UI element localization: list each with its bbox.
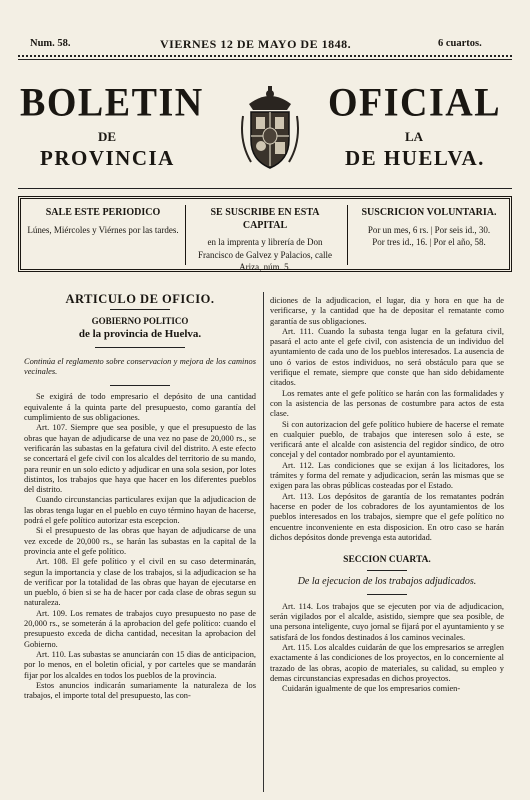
subscription-prices-heading: SUSCRICION VOLUNTARIA. (361, 207, 497, 218)
royal-coat-of-arms-icon (237, 86, 303, 172)
section-heading: SECCION CUARTA. (343, 555, 431, 566)
article-paragraph: Art. 108. El gefe político y el civil en su caso determinarán, segun la importancia y clase de los trabajos, si la adjudicacion se ha de verificar por la totalidad de las obras que hayan de ejecutarse en un pueblo, ó bien si se ha de hacer por cada clase de obras segun su naturaleza. (24, 557, 256, 608)
masthead-divider (18, 188, 512, 189)
short-rule (367, 570, 407, 571)
article-paragraph: Art. 115. Los alcaldes cuidarán de que los empresarios se arreglen exactamente á las condiciones de los proyectos, en lo concerniente al trazado de las obras, acopio de materiales, su calidad, su empleo y demas circunstancias expresadas en dichos proyectos. (270, 642, 504, 683)
subscription-location-heading: SE SUSCRIBE EN ESTA CAPITAL (210, 207, 320, 231)
title-la: LA (405, 129, 424, 144)
title-de: DE (98, 129, 117, 144)
article-paragraph: Art. 113. Los depósitos de garantía de los rematantes podrán hacerse en poder de los cobradores de los ayuntamientos de los pueblos interesados en los trabajos, siempre que el gefe político no encuentre inconveniente en esta disposicion. En otro caso se harán dichos depósitos donde prevenga esta autoridad. (270, 491, 504, 542)
short-rule (95, 347, 185, 348)
publication-days (27, 207, 179, 236)
publication-days-text: Lúnes, Miércoles y Viérnes por las tardes. (27, 224, 179, 235)
subscription-location-text: en la imprenta y librería de Don Francisco de Galvez y Palacios, calle Ariza, núm. 5. (198, 237, 332, 272)
title-provincia: PROVINCIA (40, 146, 175, 170)
article-paragraph: Los remates ante el gefe político se harán con las formalidades y con la asistencia de las personas de costumbre para actos de esta clase. (270, 388, 504, 419)
issue-price: 6 cuartos. (438, 38, 482, 49)
short-rule (110, 385, 170, 386)
article-paragraph: Art. 110. Las subastas se anunciarán con 15 dias de anticipacion, por lo menos, en el boletin oficial, y por carteles que se mandarán fijar por los alcaldes en todos los pueblos de la provincia. (24, 649, 256, 680)
issue-number: Num. 58. (30, 38, 71, 49)
title-de-huelva: DE HUELVA. (345, 146, 485, 170)
top-divider (18, 55, 512, 57)
short-rule (110, 309, 170, 310)
price-line: Por tres id., 16. | Por el año, 58. (372, 237, 486, 247)
section-title: ARTICULO DE OFICIO. (65, 292, 215, 306)
subscription-box (18, 196, 512, 272)
article-paragraph: Art. 107. Siempre que sea posible, y que el presupuesto de las obras que hayan de adjudicarse de una vez no pase de 20,000 rs., se verificarán las subastas en la gefatura civil del distrito. A este efecto se concertará el gefe civil con los alcaldes del territorio de su mando, para reunir en un solo edicto y adjudicar en una sola sesion, por lotes distintos, los trabajos que haya que hacer en los diferentes pueblos del distrito. (24, 423, 256, 495)
box-separator (185, 205, 186, 265)
article-paragraph: Cuidarán igualmente de que los empresarios comien- (282, 684, 461, 694)
article-paragraph: Art. 112. Las condiciones que se exijan á los licitadores, los trámites y forma del remate y adjudicacion, serán las mismas que se exigen para las obras públicas costeadas por el Estado. (270, 460, 504, 491)
article-paragraph: Si con autorizacion del gefe político hubiere de hacerse el remate en cualquier pueblo, de trabajos que interesen solo á este, se verificará ante el alcalde con asistencia del regidor síndico, de otro concejal y del contador nombrado por el ayuntamiento. (270, 419, 504, 460)
article-paragraph: Art. 114. Los trabajos que se ejecuten por via de adjudicacion, serán vigilados por el alcalde, asistido, siempre que sea posible, de una persona inteligente, cuyo jornal se fijará por el ayuntamiento y se satisfará de los fondos destinados á los caminos vecinales. (270, 601, 504, 642)
intro-text: Continúa el reglamento sobre conservacion y mejora de los caminos vecinales. (24, 356, 256, 377)
subsection-heading: De la ejecucion de los trabajos adjudicados. (297, 576, 477, 588)
subscription-prices (351, 207, 507, 249)
left-column (24, 294, 256, 701)
column-divider (263, 292, 264, 792)
box-separator (347, 205, 348, 265)
right-column (270, 296, 504, 694)
article-paragraph: Art. 109. Los remates de trabajos cuyo presupuesto no pase de 20,000 rs., se someterán á la aprobacion del gefe político: cuando el presupuesto exceda de dicha cantidad, necesitan la aprobacion del Gobierno. (24, 608, 256, 649)
article-paragraph: Estos anuncios indicarán sumariamente la naturaleza de los trabajos, el importe total del presupuesto, las con- (24, 680, 256, 701)
article-paragraph: Si el presupuesto de las obras que hayan de adjudicarse de una vez excede de 20,000 rs., se harán las subastas en la capital de la provincia ante el gefe político. (24, 526, 256, 556)
issue-date: VIERNES 12 DE MAYO DE 1848. (160, 37, 352, 51)
article-paragraph: Art. 111. Cuando la subasta tenga lugar en la gefatura civil, pasará el acto ante el gefe civil, con asistencia de un individuo del ayuntamiento de cada uno de los pueblos interesados. La ausencia de uno ó varios de estos individuos, no será obstáculo para que se verifique el remate, siempre que conste que han sido debidamente citados. (270, 326, 504, 388)
top-divider-thin (18, 59, 512, 60)
article-paragraph: Cuando circunstancias particulares exijan que la adjudicacion de las obras tenga lugar en el pueblo en cuyo término hayan de hacerse, podrá el gefe político autorizar esta escepcion. (24, 495, 256, 526)
price-line: Por un mes, 6 rs. | Por seis id., 30. (367, 224, 491, 235)
title-boletin: BOLETIN (20, 80, 204, 126)
short-rule (367, 594, 407, 595)
publication-days-heading: SALE ESTE PERIODICO (45, 207, 161, 218)
subscription-location (189, 207, 341, 274)
office-title: GOBIERNO POLITICO (91, 316, 189, 327)
article-paragraph: Se exigirá de todo empresario el depósito de una cantidad equivalente á la quinta parte del presupuesto, como garantía del cumplimiento de sus obligaciones. (24, 392, 256, 423)
title-oficial: OFICIAL (328, 80, 502, 126)
province-title: de la provincia de Huelva. (78, 327, 202, 340)
article-paragraph: diciones de la adjudicacion, el lugar, dia y hora en que ha de verificarse, y la cantidad que ha de depositar el rematante como garantía de sus obligaciones. (270, 296, 504, 326)
